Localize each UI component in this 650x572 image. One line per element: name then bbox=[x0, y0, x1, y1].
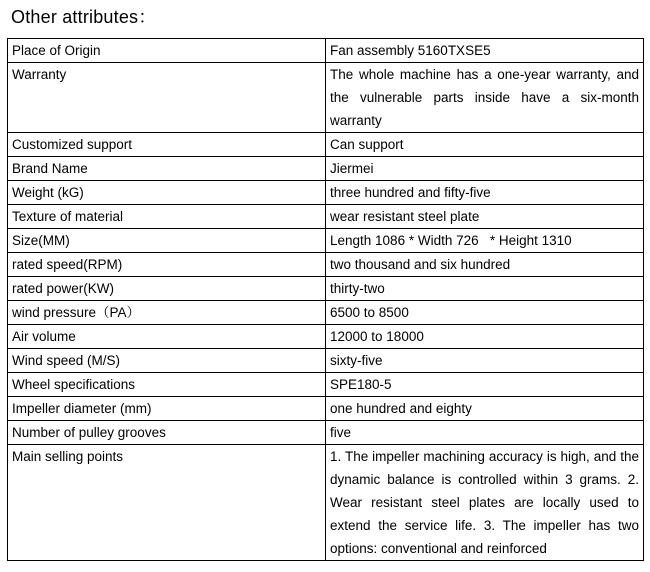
attribute-value-wheel-specifications: SPE180-5 bbox=[326, 373, 644, 397]
attribute-value-pulley-grooves: five bbox=[326, 421, 644, 445]
attribute-value-size: Length 1086 * Width 726 * Height 1310 bbox=[326, 229, 644, 253]
table-row bbox=[8, 205, 644, 229]
table-row bbox=[8, 157, 644, 181]
attribute-label-brand-name: Brand Name bbox=[8, 157, 326, 181]
attribute-label-main-selling-points: Main selling points bbox=[8, 445, 326, 561]
attribute-value-rated-speed: two thousand and six hundred bbox=[326, 253, 644, 277]
table-row bbox=[8, 277, 644, 301]
attribute-label-air-volume: Air volume bbox=[8, 325, 326, 349]
table-row bbox=[8, 445, 644, 561]
attribute-value-texture-of-material: wear resistant steel plate bbox=[326, 205, 644, 229]
attribute-value-wind-pressure: 6500 to 8500 bbox=[326, 301, 644, 325]
attribute-label-place-of-origin: Place of Origin bbox=[8, 39, 326, 63]
table-row bbox=[8, 229, 644, 253]
attribute-value-warranty: The whole machine has a one-year warranty, and the vulnerable parts inside have a six-month warranty bbox=[326, 63, 644, 133]
attribute-label-weight: Weight (kG) bbox=[8, 181, 326, 205]
attribute-value-main-selling-points: 1. The impeller machining accuracy is high, and the dynamic balance is controlled within 3 grams. 2. Wear resistant steel plates are locally used to extend the service life. 3. The impeller has two options: conventional and reinforced bbox=[326, 445, 644, 561]
section-heading: Other attributes： bbox=[11, 7, 157, 27]
attribute-label-customized-support: Customized support bbox=[8, 133, 326, 157]
table-row bbox=[8, 63, 644, 133]
table-row bbox=[8, 133, 644, 157]
attribute-label-pulley-grooves: Number of pulley grooves bbox=[8, 421, 326, 445]
attribute-value-customized-support: Can support bbox=[326, 133, 644, 157]
table-row bbox=[8, 397, 644, 421]
attribute-value-brand-name: Jiermei bbox=[326, 157, 644, 181]
attributes-table bbox=[7, 38, 644, 561]
table-row bbox=[8, 39, 644, 63]
attribute-label-texture-of-material: Texture of material bbox=[8, 205, 326, 229]
attribute-label-size: Size(MM) bbox=[8, 229, 326, 253]
attribute-value-place-of-origin: Fan assembly 5160TXSE5 bbox=[326, 39, 644, 63]
table-row bbox=[8, 181, 644, 205]
table-row bbox=[8, 349, 644, 373]
attribute-label-warranty: Warranty bbox=[8, 63, 326, 133]
table-row bbox=[8, 253, 644, 277]
attribute-label-wind-pressure: wind pressure（PA） bbox=[8, 301, 326, 325]
attribute-label-impeller-diameter: Impeller diameter (mm) bbox=[8, 397, 326, 421]
attribute-label-wheel-specifications: Wheel specifications bbox=[8, 373, 326, 397]
table-row bbox=[8, 325, 644, 349]
attribute-value-air-volume: 12000 to 18000 bbox=[326, 325, 644, 349]
table-row bbox=[8, 373, 644, 397]
attribute-label-wind-speed: Wind speed (M/S) bbox=[8, 349, 326, 373]
attribute-value-rated-power: thirty-two bbox=[326, 277, 644, 301]
attribute-value-wind-speed: sixty-five bbox=[326, 349, 644, 373]
attribute-label-rated-speed: rated speed(RPM) bbox=[8, 253, 326, 277]
attribute-value-weight: three hundred and fifty-five bbox=[326, 181, 644, 205]
table-row bbox=[8, 421, 644, 445]
table-row bbox=[8, 301, 644, 325]
attribute-value-impeller-diameter: one hundred and eighty bbox=[326, 397, 644, 421]
attribute-label-rated-power: rated power(KW) bbox=[8, 277, 326, 301]
